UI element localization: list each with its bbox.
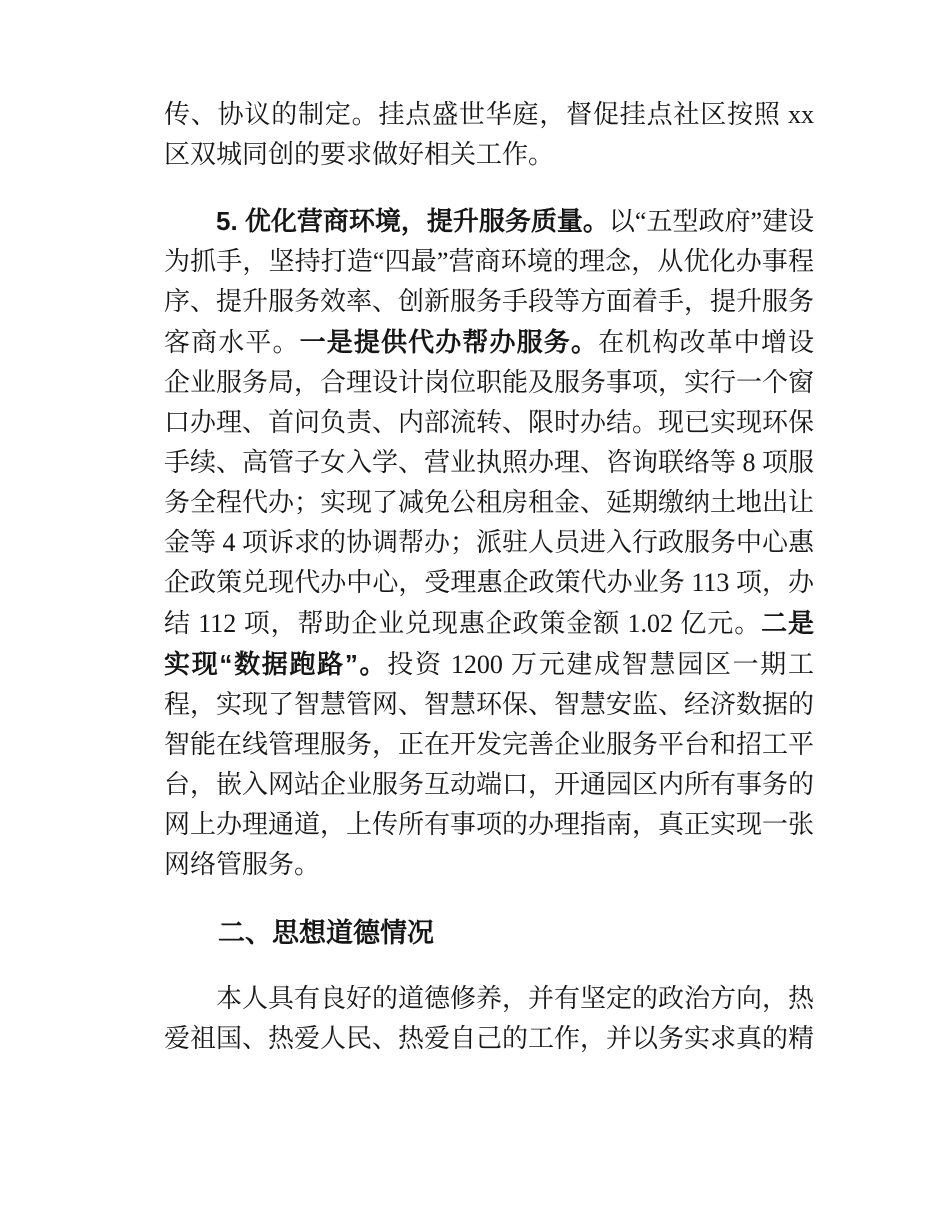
paragraph-business-environment [164, 201, 814, 885]
bold-run-first-measure: 一是提供代办帮办服务。 [299, 327, 599, 357]
text-run-1: 以“五型政府”建设为抓手，坚持打造“四最”营商环境的理念，从优化办事程序、提升服务效率、创新服务手段等方面着手，提升服务客商水平。 [164, 207, 815, 357]
text-run-3: 投资 1200 万元建成智慧园区一期工程，实现了智慧管网、智慧环保、智慧安监、经济数据的智能在线管理服务，正在开发完善企业服务平台和招工平台，嵌入网站企业服务互动端口，开通园区内所有事务的网上办理通道，上传所有事项的办理指南，真正实现一张网络管服务。 [164, 650, 815, 879]
bold-run-second-measure: 二是实现“数据跑路”。 [164, 608, 814, 679]
paragraph-continuation: 传、协议的制定。挂点盛世华庭，督促挂点社区按照 xx 区双城同创的要求做好相关工作。 [164, 100, 814, 169]
text-run-2: 在机构改革中增设企业服务局，合理设计岗位职能及服务事项，实行一个窗口办理、首问负责、内部流转、限时办结。现已实现环保手续、高管子女入学、营业执照办理、咨询联络等 8 项服务全程代办；实现了减免公租房租金、延期缴纳土地出让金等 4 项诉求的协调帮办；派驻人员进入行政服务中心惠企政策兑现代办中心，受理惠企政策代办业务 113 项，办结 112 项，帮助企业兑现惠企政策金额 1.02 亿元。 [164, 328, 815, 638]
bold-run-item-5-title: 5. 优化营商环境，提升服务质量。 [216, 206, 609, 236]
section-heading-ideology-morality: 二、思想道德情况 [218, 918, 434, 948]
paragraph-moral-cultivation: 本人具有良好的道德修养，并有坚定的政治方向，热爱祖国、热爱人民、热爱自己的工作，并以务实求真的精 [164, 984, 815, 1053]
